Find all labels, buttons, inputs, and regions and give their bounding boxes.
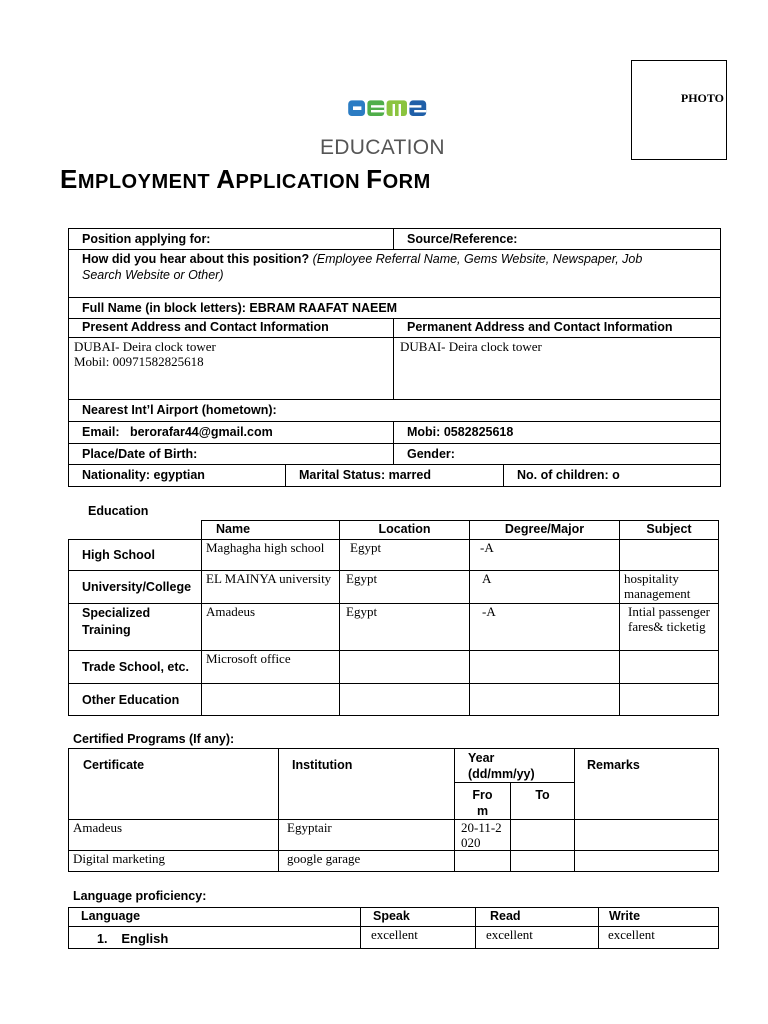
nationality-field[interactable]: Nationality: egyptian: [69, 465, 286, 487]
fullname-field[interactable]: Full Name (in block letters): EBRAM RAAFAT NAEEM: [69, 298, 721, 319]
cert-certificate-cell[interactable]: Digital marketing: [69, 851, 279, 872]
edu-header-subject: Subject: [620, 521, 719, 540]
source-field[interactable]: Source/Reference:: [394, 229, 721, 250]
lang-number: 1.: [97, 932, 108, 946]
language-table: [68, 907, 719, 949]
cert-certificate-cell[interactable]: Amadeus: [69, 820, 279, 851]
cert-header-from: From: [455, 783, 511, 820]
lang-write-cell[interactable]: excellent: [599, 927, 719, 949]
cert-to-cell[interactable]: [511, 820, 575, 851]
edu-row-label: University/College: [69, 571, 202, 604]
edu-subject-cell[interactable]: hospitality management: [620, 571, 719, 604]
edu-row-label: High School: [69, 540, 202, 571]
edu-subject-cell[interactable]: [620, 540, 719, 571]
edu-degree-cell[interactable]: -A: [470, 540, 620, 571]
edu-degree-cell[interactable]: -A: [470, 604, 620, 651]
marital-field[interactable]: Marital Status: marred: [286, 465, 504, 487]
lang-header-write: Write: [599, 908, 719, 927]
permanent-address-value[interactable]: DUBAI- Deira clock tower: [394, 338, 721, 400]
lang-name-cell[interactable]: [69, 927, 361, 949]
edu-degree-cell[interactable]: [470, 684, 620, 716]
mobile-field[interactable]: Mobi: 0582825618: [394, 422, 721, 444]
cert-from-cell[interactable]: [455, 851, 511, 872]
cert-remarks-cell[interactable]: [575, 851, 719, 872]
airport-field[interactable]: Nearest Int’l Airport (hometown):: [69, 400, 721, 422]
photo-box: [631, 60, 727, 160]
lang-speak-cell[interactable]: excellent: [361, 927, 476, 949]
edu-header-degree: Degree/Major: [470, 521, 620, 540]
logo-education-text: EDUCATION: [320, 136, 445, 159]
lang-read-cell[interactable]: excellent: [476, 927, 599, 949]
present-address-label: Present Address and Contact Information: [69, 319, 394, 338]
edu-row-label: Other Education: [69, 684, 202, 716]
cert-header-remarks: Remarks: [575, 749, 719, 820]
hear-about-field[interactable]: How did you hear about this position? (Employee Referral Name, Gems Website, Newspaper, Job Search Website or Other): [69, 250, 721, 298]
cert-header-to: To: [511, 783, 575, 820]
birth-field[interactable]: Place/Date of Birth:: [69, 444, 394, 465]
cert-institution-cell[interactable]: google garage: [279, 851, 455, 872]
lang-name: English: [121, 931, 169, 946]
children-field[interactable]: No. of children: o: [504, 465, 721, 487]
language-heading: Language proficiency:: [73, 889, 207, 903]
education-heading: Education: [88, 504, 149, 518]
lang-header-read: Read: [476, 908, 599, 927]
permanent-address-label: Permanent Address and Contact Information: [394, 319, 721, 338]
edu-name-cell[interactable]: [202, 684, 340, 716]
cert-remarks-cell[interactable]: [575, 820, 719, 851]
cert-header-institution: Institution: [279, 749, 455, 820]
gender-field[interactable]: Gender:: [394, 444, 721, 465]
edu-name-cell[interactable]: Amadeus: [202, 604, 340, 651]
edu-header-location: Location: [340, 521, 470, 540]
present-address-value[interactable]: DUBAI- Deira clock tower Mobil: 00971582825618: [69, 338, 394, 400]
edu-location-cell[interactable]: Egypt: [340, 540, 470, 571]
edu-location-cell[interactable]: [340, 684, 470, 716]
education-table: [68, 520, 719, 716]
edu-row-label: Specialized Training: [69, 604, 202, 651]
edu-location-cell[interactable]: Egypt: [340, 604, 470, 651]
edu-subject-cell[interactable]: [620, 651, 719, 684]
photo-label: PHOTO: [680, 91, 724, 105]
edu-row-label: Trade School, etc.: [69, 651, 202, 684]
edu-location-cell[interactable]: [340, 651, 470, 684]
edu-header-name: Name: [202, 521, 340, 540]
certified-table: [68, 748, 719, 872]
lang-header-speak: Speak: [361, 908, 476, 927]
edu-name-cell[interactable]: EL MAINYA university: [202, 571, 340, 604]
cert-header-year: Year (dd/mm/yy): [455, 749, 575, 783]
personal-info-table: [68, 228, 721, 487]
certified-heading: Certified Programs (If any):: [73, 732, 235, 746]
lang-header-language: Language: [69, 908, 361, 927]
edu-subject-cell[interactable]: Intial passenger fares& ticketig: [620, 604, 719, 651]
edu-degree-cell[interactable]: A: [470, 571, 620, 604]
education-corner: [69, 521, 202, 540]
position-field[interactable]: Position applying for:: [69, 229, 394, 250]
cert-to-cell[interactable]: [511, 851, 575, 872]
cert-header-certificate: Certificate: [69, 749, 279, 820]
edu-name-cell[interactable]: Maghagha high school: [202, 540, 340, 571]
gems-logo: [320, 98, 455, 134]
edu-degree-cell[interactable]: [470, 651, 620, 684]
cert-from-cell[interactable]: 20-11-2020: [455, 820, 511, 851]
cert-institution-cell[interactable]: Egyptair: [279, 820, 455, 851]
edu-name-cell[interactable]: Microsoft office: [202, 651, 340, 684]
email-field[interactable]: Email: berorafar44@gmail.com: [69, 422, 394, 444]
edu-location-cell[interactable]: Egypt: [340, 571, 470, 604]
edu-subject-cell[interactable]: [620, 684, 719, 716]
page-title: EMPLOYMENT APPLICATION FORM: [60, 164, 431, 194]
